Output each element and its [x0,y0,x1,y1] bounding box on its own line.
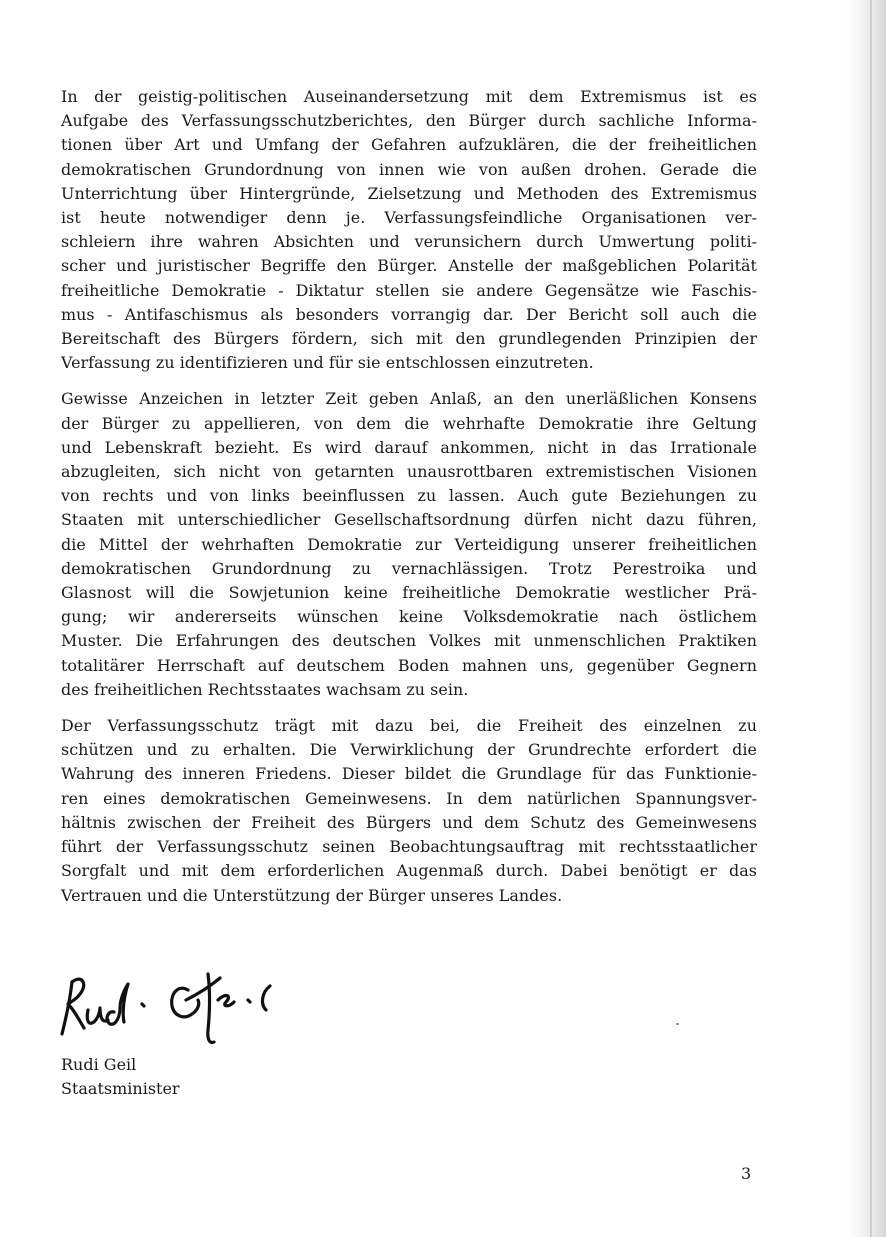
text-line: des freiheitlichen Rechtsstaates wachsam zu sein. [61,679,469,699]
text-line: die Mittel der wehrhaften Demokratie zur Verteidigung unserer freiheitlichen [61,534,757,554]
text-line: Staaten mit unterschiedlicher Gesellschaftsordnung dürfen nicht dazu führen, [61,510,757,530]
handwritten-signature [58,960,298,1055]
text-line: Bereitschaft des Bürgers fördern, sich mit den grundlegenden Prinzipien der [61,329,757,349]
body-text [61,85,757,920]
text-line: schützen und zu erhalten. Die Verwirklichung der Grundrechte erfordert die [61,740,757,760]
text-line: scher und juristischer Begriffe den Bürger. Anstelle der maßgeblichen Polarität [61,256,757,276]
signatory-title: Staatsminister [61,1079,180,1098]
text-line: von rechts und von links beeinflussen zu lassen. Auch gute Beziehungen zu [61,486,757,506]
paragraph-1 [61,85,757,375]
text-line: Der Verfassungsschutz trägt mit dazu bei, die Freiheit des einzelnen zu [61,716,757,736]
scan-speck [676,1023,679,1025]
text-line: führt der Verfassungsschutz seinen Beobachtungsauftrag mit rechtsstaatlicher [61,837,757,857]
text-line: In der geistig-politischen Auseinandersetzung mit dem Extremismus ist es [61,87,757,106]
text-line: schleiern ihre wahren Absichten und verunsichern durch Umwertung politi- [61,232,757,252]
text-line: Aufgabe des Verfassungsschutzberichtes, den Bürger durch sachliche Informa- [61,111,757,131]
text-line: Sorgfalt und mit dem erforderlichen Augenmaß durch. Dabei benötigt er das [61,861,757,881]
text-line: Glasnost will die Sowjetunion keine freiheitliche Demokratie westlicher Prä- [61,583,757,603]
text-line: Muster. Die Erfahrungen des deutschen Volkes mit unmenschlichen Praktiken [61,631,757,651]
text-line: demokratischen Grundordnung zu vernachlässigen. Trotz Perestroika und [61,558,757,578]
text-line: der Bürger zu appellieren, von dem die wehrhafte Demokratie ihre Geltung [61,413,757,433]
text-line: ren eines demokratischen Gemeinwesens. In dem natürlichen Spannungsver- [61,788,757,808]
page-number: 3 [741,1164,752,1183]
signatory-name: Rudi Geil [61,1055,137,1074]
text-line: totalitärer Herrschaft auf deutschem Boden mahnen uns, gegenüber Gegnern [61,655,757,675]
paragraph-3 [61,714,757,908]
text-line: und Lebenskraft bezieht. Es wird darauf ankommen, nicht in das Irrationale [61,437,757,457]
text-line: tionen über Art und Umfang der Gefahren aufzuklären, die der freiheitlichen [61,135,757,155]
scan-edge-line [870,0,872,1237]
text-line: Unterrichtung über Hintergründe, Zielsetzung und Methoden des Extremismus [61,183,757,203]
text-line: freiheitliche Demokratie - Diktatur stellen sie andere Gegensätze wie Faschis- [61,280,757,300]
text-line: Wahrung des inneren Friedens. Dieser bildet die Grundlage für das Funktionie- [61,764,757,784]
text-line: gung; wir andererseits wünschen keine Volksdemokratie nach östlichem [61,607,757,627]
scan-edge-shadow [846,0,886,1237]
paragraph-2 [61,387,757,702]
text-line: hältnis zwischen der Freiheit des Bürgers und dem Schutz des Gemeinwesens [61,812,757,832]
text-line: abzugleiten, sich nicht von getarnten unausrottbaren extremistischen Visionen [61,462,757,482]
text-line: ist heute notwendiger denn je. Verfassungsfeindliche Organisationen ver- [61,208,757,228]
text-line: mus - Antifaschismus als besonders vorrangig dar. Der Bericht soll auch die [61,304,757,324]
text-line: demokratischen Grundordnung von innen wie von außen drohen. Gerade die [61,159,757,179]
text-line: Verfassung zu identifizieren und für sie entschlossen einzutreten. [61,353,594,373]
text-line: Gewisse Anzeichen in letzter Zeit geben Anlaß, an den unerläßlichen Konsens [61,389,757,409]
text-line: Vertrauen und die Unterstützung der Bürger unseres Landes. [61,885,563,905]
